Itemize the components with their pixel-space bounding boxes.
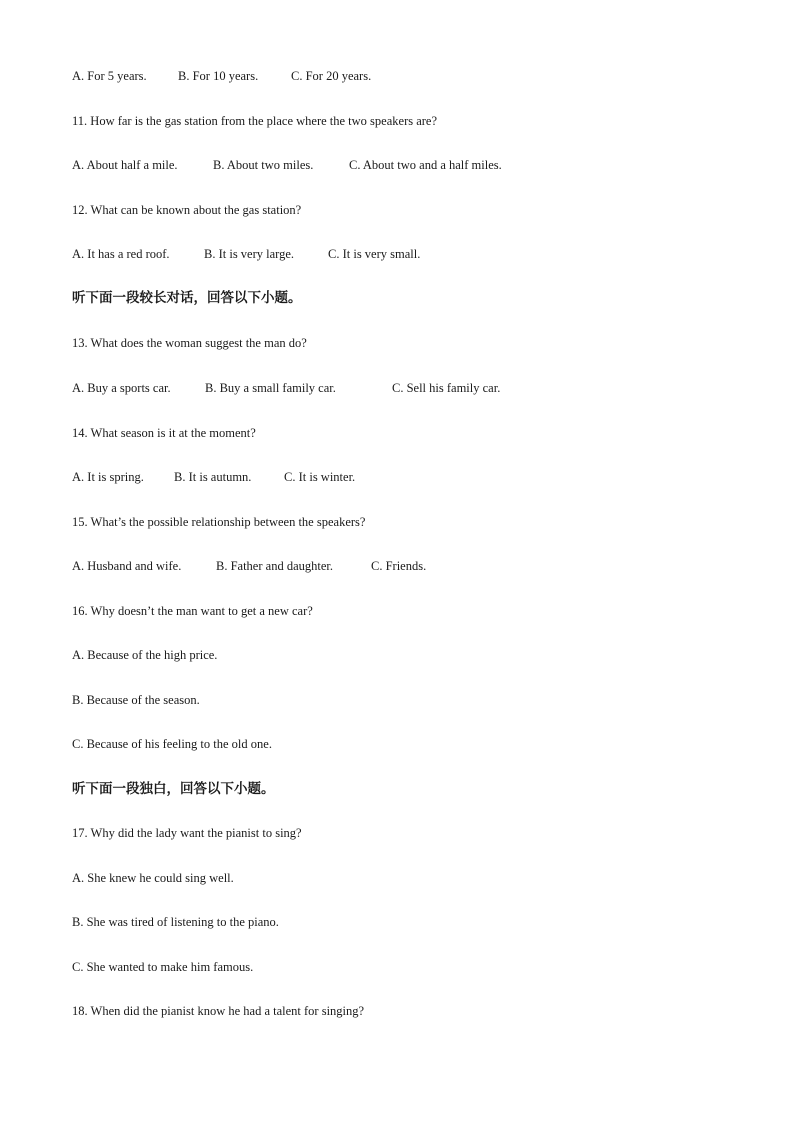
option-b: B. For 10 years. xyxy=(178,69,259,83)
option-b: B. Father and daughter. xyxy=(216,559,333,573)
option-c: C. She wanted to make him famous. xyxy=(72,960,254,974)
option-a: A. It is spring. xyxy=(72,470,144,484)
options-row-q14 xyxy=(72,469,355,485)
option-a: A. She knew he could sing well. xyxy=(72,871,234,885)
question-15: 15. What’s the possible relationship between the speakers? xyxy=(72,515,366,529)
option-b: B. Because of the season. xyxy=(72,693,200,707)
option-a: A. Husband and wife. xyxy=(72,559,182,573)
option-c: C. About two and a half miles. xyxy=(349,158,502,172)
question-18: 18. When did the pianist know he had a talent for singing? xyxy=(72,1004,365,1018)
option-a: A. Buy a sports car. xyxy=(72,381,171,395)
question-14: 14. What season is it at the moment? xyxy=(72,426,256,440)
option-a: A. It has a red roof. xyxy=(72,247,170,261)
question-13: 13. What does the woman suggest the man do? xyxy=(72,336,307,350)
section-heading-monologue: 听下面一段独白，回答以下小题。 xyxy=(72,781,275,797)
option-c: C. It is very small. xyxy=(328,247,421,261)
option-b: B. It is very large. xyxy=(204,247,295,261)
options-row-q11 xyxy=(72,157,502,173)
option-c: C. Sell his family car. xyxy=(392,381,501,395)
option-c: C. Because of his feeling to the old one. xyxy=(72,737,272,751)
question-16: 16. Why doesn’t the man want to get a new car? xyxy=(72,604,313,618)
option-b: B. She was tired of listening to the piano. xyxy=(72,915,279,929)
options-row-q10 xyxy=(72,68,371,84)
section-heading-dialogue: 听下面一段较长对话，回答以下小题。 xyxy=(72,290,302,306)
option-b: B. It is autumn. xyxy=(174,470,252,484)
question-17: 17. Why did the lady want the pianist to sing? xyxy=(72,826,302,840)
question-11: 11. How far is the gas station from the place where the two speakers are? xyxy=(72,114,438,128)
option-b: B. Buy a small family car. xyxy=(205,381,336,395)
option-c: C. Friends. xyxy=(371,559,427,573)
option-b: B. About two miles. xyxy=(213,158,314,172)
question-12: 12. What can be known about the gas station? xyxy=(72,203,302,217)
options-row-q15 xyxy=(72,558,426,574)
option-a: A. Because of the high price. xyxy=(72,648,218,662)
option-a: A. For 5 years. xyxy=(72,69,147,83)
option-a: A. About half a mile. xyxy=(72,158,178,172)
options-row-q12 xyxy=(72,246,420,262)
option-c: C. For 20 years. xyxy=(291,69,372,83)
option-c: C. It is winter. xyxy=(284,470,356,484)
options-row-q13 xyxy=(72,380,500,396)
